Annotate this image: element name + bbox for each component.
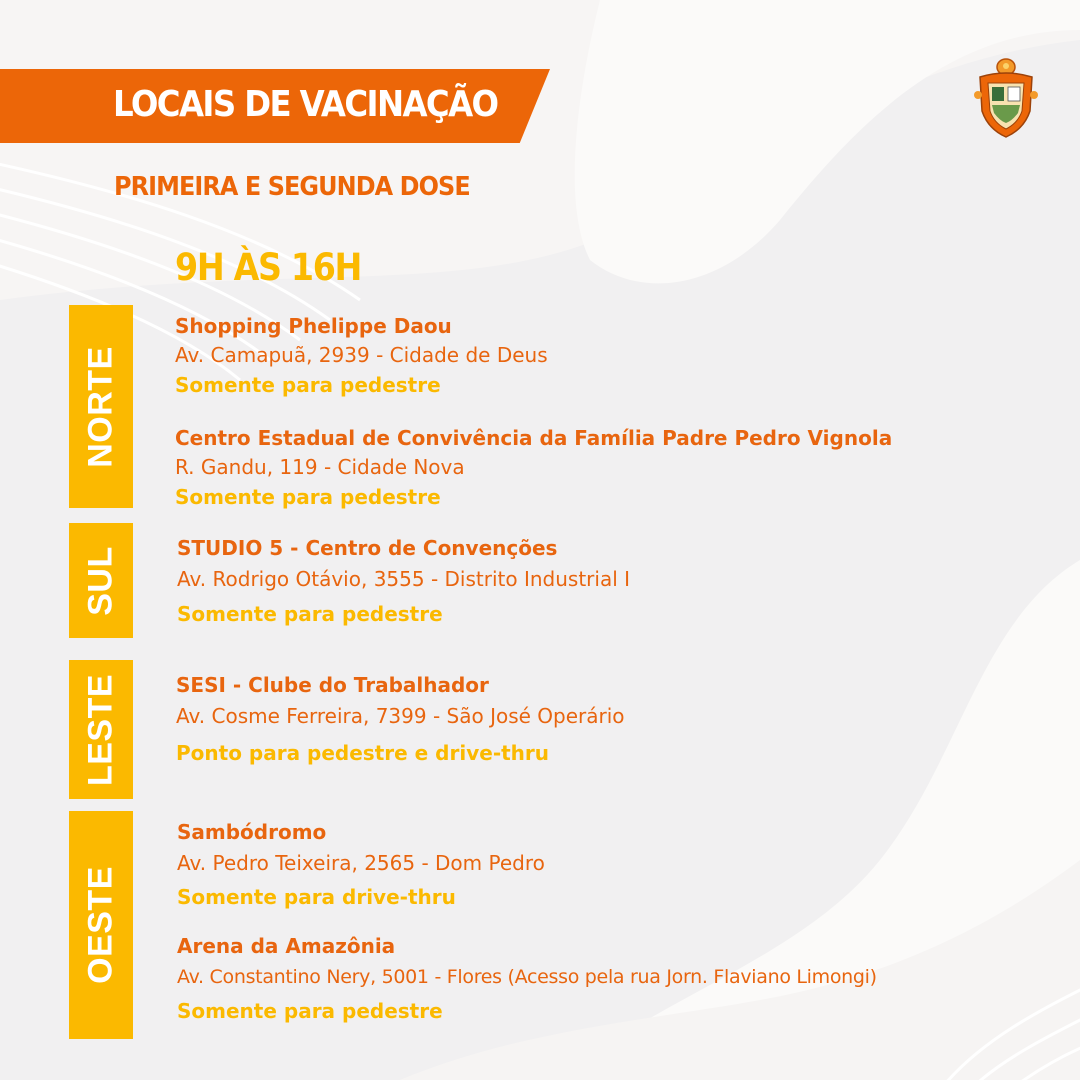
opening-hours: 9H ÀS 16H [175, 246, 362, 289]
location-address: Av. Pedro Teixeira, 2565 - Dom Pedro [177, 851, 545, 875]
location-item [177, 534, 630, 632]
page-title: LOCAIS DE VACINAÇÃO [113, 84, 498, 125]
location-item [177, 932, 877, 1028]
location-name: SESI - Clube do Trabalhador [176, 673, 489, 697]
location-address: Av. Camapuã, 2939 - Cidade de Deus [175, 343, 548, 367]
zone-bar-oeste [69, 811, 133, 1039]
zone-bar-norte [69, 305, 133, 508]
page-subtitle: PRIMEIRA E SEGUNDA DOSE [114, 172, 470, 202]
location-name: Sambódromo [177, 820, 327, 844]
zone-bar-leste [69, 660, 133, 799]
location-note: Somente para pedestre [177, 999, 443, 1023]
location-item [175, 312, 548, 400]
coat-of-arms-icon [974, 55, 1038, 141]
location-name: Centro Estadual de Convivência da Família Padre Pedro Vignola [175, 426, 893, 450]
zone-bar-sul [69, 523, 133, 638]
location-item [175, 424, 892, 512]
location-note: Somente para pedestre [175, 373, 441, 397]
location-note: Somente para drive-thru [177, 885, 456, 909]
location-name: STUDIO 5 - Centro de Convenções [177, 536, 558, 560]
location-item [176, 671, 625, 773]
zone-label-oeste: OESTE [81, 866, 120, 984]
location-address: Av. Cosme Ferreira, 7399 - São José Operário [176, 704, 625, 728]
zone-label-norte: NORTE [81, 345, 120, 468]
location-address: R. Gandu, 119 - Cidade Nova [175, 455, 465, 479]
zone-label-leste: LESTE [81, 673, 120, 786]
location-address: Av. Rodrigo Otávio, 3555 - Distrito Industrial I [177, 567, 631, 591]
zone-label-sul: SUL [81, 545, 120, 616]
location-note: Somente para pedestre [177, 602, 443, 626]
location-name: Arena da Amazônia [177, 934, 396, 958]
location-note: Somente para pedestre [175, 485, 441, 509]
location-item [177, 818, 545, 914]
location-name: Shopping Phelippe Daou [175, 314, 452, 338]
location-address: Av. Constantino Nery, 5001 - Flores (Acesso pela rua Jorn. Flaviano Limongi) [177, 966, 877, 988]
location-note: Ponto para pedestre e drive-thru [176, 741, 550, 765]
